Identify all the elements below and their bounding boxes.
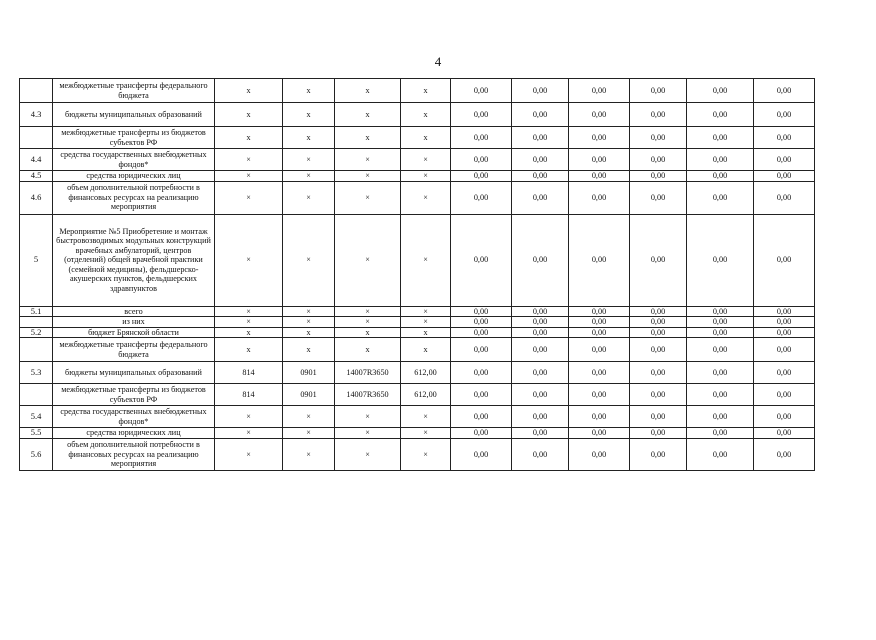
code-cell: × bbox=[401, 171, 451, 182]
amount-cell: 0,00 bbox=[569, 384, 630, 406]
row-name-cell: межбюджетные трансферты федерального бюджета bbox=[53, 79, 215, 103]
code-cell: × bbox=[401, 149, 451, 171]
row-number-cell: 5.5 bbox=[20, 428, 53, 439]
row-number-cell: 4.3 bbox=[20, 103, 53, 127]
table-row bbox=[20, 338, 815, 362]
amount-cell: 0,00 bbox=[630, 384, 687, 406]
amount-cell: 0,00 bbox=[451, 171, 512, 182]
row-number-cell: 5.2 bbox=[20, 327, 53, 338]
code-cell: x bbox=[401, 127, 451, 149]
code-cell: × bbox=[283, 171, 335, 182]
row-name-cell: всего bbox=[53, 306, 215, 317]
amount-cell: 0,00 bbox=[630, 428, 687, 439]
row-number-cell: 5.3 bbox=[20, 362, 53, 384]
amount-cell: 0,00 bbox=[630, 103, 687, 127]
table-row bbox=[20, 384, 815, 406]
amount-cell: 0,00 bbox=[512, 362, 569, 384]
code-cell: x bbox=[283, 327, 335, 338]
amount-cell: 0,00 bbox=[754, 338, 815, 362]
amount-cell: 0,00 bbox=[630, 327, 687, 338]
amount-cell: 0,00 bbox=[451, 406, 512, 428]
code-cell: x bbox=[335, 127, 401, 149]
amount-cell: 0,00 bbox=[630, 306, 687, 317]
amount-cell: 0,00 bbox=[512, 327, 569, 338]
code-cell: x bbox=[335, 338, 401, 362]
amount-cell: 0,00 bbox=[754, 103, 815, 127]
table-row bbox=[20, 428, 815, 439]
table-row bbox=[20, 327, 815, 338]
table-row bbox=[20, 317, 815, 328]
code-cell: 14007R3650 bbox=[335, 362, 401, 384]
code-cell: 14007R3650 bbox=[335, 384, 401, 406]
amount-cell: 0,00 bbox=[512, 338, 569, 362]
table-row bbox=[20, 127, 815, 149]
code-cell: × bbox=[335, 306, 401, 317]
code-cell: × bbox=[215, 306, 283, 317]
code-cell: × bbox=[401, 438, 451, 470]
amount-cell: 0,00 bbox=[687, 306, 754, 317]
amount-cell: 0,00 bbox=[630, 171, 687, 182]
code-cell: × bbox=[401, 406, 451, 428]
amount-cell: 0,00 bbox=[451, 79, 512, 103]
code-cell: × bbox=[283, 306, 335, 317]
code-cell: 0901 bbox=[283, 384, 335, 406]
code-cell: x bbox=[401, 338, 451, 362]
row-number-cell bbox=[20, 79, 53, 103]
amount-cell: 0,00 bbox=[512, 181, 569, 214]
row-number-cell bbox=[20, 338, 53, 362]
page-number: 4 bbox=[434, 54, 442, 69]
table-row bbox=[20, 438, 815, 470]
amount-cell: 0,00 bbox=[630, 362, 687, 384]
row-number-cell: 4.4 bbox=[20, 149, 53, 171]
code-cell: x bbox=[335, 327, 401, 338]
row-name-cell: средства юридических лиц bbox=[53, 428, 215, 439]
amount-cell: 0,00 bbox=[569, 181, 630, 214]
amount-cell: 0,00 bbox=[754, 214, 815, 306]
amount-cell: 0,00 bbox=[451, 362, 512, 384]
amount-cell: 0,00 bbox=[687, 171, 754, 182]
code-cell: x bbox=[401, 327, 451, 338]
row-number-cell: 4.6 bbox=[20, 181, 53, 214]
code-cell: x bbox=[215, 327, 283, 338]
amount-cell: 0,00 bbox=[451, 384, 512, 406]
table-row bbox=[20, 103, 815, 127]
code-cell: 814 bbox=[215, 384, 283, 406]
amount-cell: 0,00 bbox=[451, 438, 512, 470]
amount-cell: 0,00 bbox=[754, 317, 815, 328]
code-cell: × bbox=[215, 171, 283, 182]
amount-cell: 0,00 bbox=[754, 428, 815, 439]
amount-cell: 0,00 bbox=[687, 362, 754, 384]
table-row bbox=[20, 362, 815, 384]
amount-cell: 0,00 bbox=[754, 171, 815, 182]
amount-cell: 0,00 bbox=[687, 79, 754, 103]
code-cell: x bbox=[215, 338, 283, 362]
amount-cell: 0,00 bbox=[451, 338, 512, 362]
amount-cell: 0,00 bbox=[630, 438, 687, 470]
amount-cell: 0,00 bbox=[687, 149, 754, 171]
amount-cell: 0,00 bbox=[569, 317, 630, 328]
amount-cell: 0,00 bbox=[687, 384, 754, 406]
code-cell: × bbox=[283, 438, 335, 470]
table-row bbox=[20, 214, 815, 306]
code-cell: 612,00 bbox=[401, 362, 451, 384]
row-number-cell: 5 bbox=[20, 214, 53, 306]
code-cell: × bbox=[283, 317, 335, 328]
amount-cell: 0,00 bbox=[569, 103, 630, 127]
amount-cell: 0,00 bbox=[569, 362, 630, 384]
amount-cell: 0,00 bbox=[512, 406, 569, 428]
amount-cell: 0,00 bbox=[754, 327, 815, 338]
amount-cell: 0,00 bbox=[569, 214, 630, 306]
code-cell: x bbox=[215, 127, 283, 149]
code-cell: x bbox=[401, 79, 451, 103]
code-cell: x bbox=[283, 103, 335, 127]
amount-cell: 0,00 bbox=[569, 438, 630, 470]
amount-cell: 0,00 bbox=[687, 317, 754, 328]
amount-cell: 0,00 bbox=[512, 306, 569, 317]
row-name-cell: бюджеты муниципальных образований bbox=[53, 103, 215, 127]
code-cell: 814 bbox=[215, 362, 283, 384]
code-cell: × bbox=[335, 214, 401, 306]
amount-cell: 0,00 bbox=[569, 338, 630, 362]
amount-cell: 0,00 bbox=[754, 362, 815, 384]
amount-cell: 0,00 bbox=[451, 306, 512, 317]
amount-cell: 0,00 bbox=[512, 438, 569, 470]
code-cell: × bbox=[401, 214, 451, 306]
code-cell: × bbox=[215, 149, 283, 171]
row-name-cell: объем дополнительной потребности в финансовых ресурсах на реализацию мероприятия bbox=[53, 181, 215, 214]
code-cell: x bbox=[335, 79, 401, 103]
code-cell: × bbox=[401, 181, 451, 214]
amount-cell: 0,00 bbox=[754, 406, 815, 428]
amount-cell: 0,00 bbox=[569, 149, 630, 171]
amount-cell: 0,00 bbox=[451, 149, 512, 171]
amount-cell: 0,00 bbox=[754, 79, 815, 103]
row-name-cell: межбюджетные трансферты из бюджетов субъектов РФ bbox=[53, 384, 215, 406]
amount-cell: 0,00 bbox=[687, 181, 754, 214]
code-cell: × bbox=[335, 438, 401, 470]
amount-cell: 0,00 bbox=[630, 317, 687, 328]
amount-cell: 0,00 bbox=[569, 327, 630, 338]
code-cell: x bbox=[283, 79, 335, 103]
code-cell: × bbox=[215, 428, 283, 439]
code-cell: × bbox=[335, 171, 401, 182]
amount-cell: 0,00 bbox=[569, 428, 630, 439]
budget-table bbox=[19, 78, 815, 471]
amount-cell: 0,00 bbox=[754, 149, 815, 171]
amount-cell: 0,00 bbox=[512, 127, 569, 149]
code-cell: × bbox=[401, 428, 451, 439]
amount-cell: 0,00 bbox=[687, 127, 754, 149]
amount-cell: 0,00 bbox=[451, 103, 512, 127]
code-cell: × bbox=[283, 149, 335, 171]
amount-cell: 0,00 bbox=[754, 438, 815, 470]
amount-cell: 0,00 bbox=[451, 181, 512, 214]
code-cell: × bbox=[401, 306, 451, 317]
row-name-cell: межбюджетные трансферты федерального бюджета bbox=[53, 338, 215, 362]
amount-cell: 0,00 bbox=[451, 214, 512, 306]
code-cell: × bbox=[283, 214, 335, 306]
row-name-cell: средства государственных внебюджетных фондов* bbox=[53, 406, 215, 428]
row-number-cell: 5.1 bbox=[20, 306, 53, 317]
code-cell: 0901 bbox=[283, 362, 335, 384]
row-name-cell: межбюджетные трансферты из бюджетов субъектов РФ bbox=[53, 127, 215, 149]
amount-cell: 0,00 bbox=[512, 171, 569, 182]
code-cell: 612,00 bbox=[401, 384, 451, 406]
amount-cell: 0,00 bbox=[512, 149, 569, 171]
code-cell: x bbox=[401, 103, 451, 127]
code-cell: x bbox=[283, 127, 335, 149]
code-cell: × bbox=[215, 214, 283, 306]
code-cell: × bbox=[401, 317, 451, 328]
code-cell: × bbox=[335, 181, 401, 214]
amount-cell: 0,00 bbox=[630, 149, 687, 171]
amount-cell: 0,00 bbox=[512, 384, 569, 406]
amount-cell: 0,00 bbox=[754, 384, 815, 406]
amount-cell: 0,00 bbox=[630, 338, 687, 362]
code-cell: × bbox=[215, 438, 283, 470]
row-number-cell bbox=[20, 127, 53, 149]
row-name-cell: Мероприятие №5 Приобретение и монтаж быстровозводимых модульных конструкций врачебных амбулаторий, центров (отделений) общей врачебной практики (семейной медицины), фельдшерско-акушерских пунктов, фельдшерских здравпунктов bbox=[53, 214, 215, 306]
row-number-cell bbox=[20, 384, 53, 406]
row-number-cell: 5.6 bbox=[20, 438, 53, 470]
amount-cell: 0,00 bbox=[687, 214, 754, 306]
row-name-cell: средства юридических лиц bbox=[53, 171, 215, 182]
row-name-cell: средства государственных внебюджетных фондов* bbox=[53, 149, 215, 171]
amount-cell: 0,00 bbox=[630, 127, 687, 149]
amount-cell: 0,00 bbox=[569, 127, 630, 149]
code-cell: × bbox=[283, 181, 335, 214]
amount-cell: 0,00 bbox=[451, 317, 512, 328]
amount-cell: 0,00 bbox=[687, 338, 754, 362]
amount-cell: 0,00 bbox=[687, 406, 754, 428]
code-cell: × bbox=[215, 406, 283, 428]
amount-cell: 0,00 bbox=[754, 306, 815, 317]
amount-cell: 0,00 bbox=[512, 103, 569, 127]
code-cell: × bbox=[335, 317, 401, 328]
amount-cell: 0,00 bbox=[569, 79, 630, 103]
amount-cell: 0,00 bbox=[569, 306, 630, 317]
table-row bbox=[20, 406, 815, 428]
table-row bbox=[20, 181, 815, 214]
amount-cell: 0,00 bbox=[630, 79, 687, 103]
amount-cell: 0,00 bbox=[512, 79, 569, 103]
row-number-cell: 5.4 bbox=[20, 406, 53, 428]
amount-cell: 0,00 bbox=[512, 317, 569, 328]
code-cell: x bbox=[335, 103, 401, 127]
code-cell: × bbox=[215, 181, 283, 214]
amount-cell: 0,00 bbox=[451, 428, 512, 439]
amount-cell: 0,00 bbox=[569, 171, 630, 182]
table-row bbox=[20, 149, 815, 171]
row-name-cell: из них bbox=[53, 317, 215, 328]
amount-cell: 0,00 bbox=[630, 406, 687, 428]
amount-cell: 0,00 bbox=[687, 327, 754, 338]
code-cell: × bbox=[335, 406, 401, 428]
amount-cell: 0,00 bbox=[512, 214, 569, 306]
amount-cell: 0,00 bbox=[754, 127, 815, 149]
amount-cell: 0,00 bbox=[630, 181, 687, 214]
row-name-cell: объем дополнительной потребности в финансовых ресурсах на реализацию мероприятия bbox=[53, 438, 215, 470]
row-name-cell: бюджеты муниципальных образований bbox=[53, 362, 215, 384]
amount-cell: 0,00 bbox=[451, 127, 512, 149]
code-cell: × bbox=[283, 428, 335, 439]
amount-cell: 0,00 bbox=[687, 103, 754, 127]
code-cell: x bbox=[215, 79, 283, 103]
row-name-cell: бюджет Брянской области bbox=[53, 327, 215, 338]
amount-cell: 0,00 bbox=[512, 428, 569, 439]
amount-cell: 0,00 bbox=[754, 181, 815, 214]
table-row bbox=[20, 79, 815, 103]
code-cell: x bbox=[283, 338, 335, 362]
amount-cell: 0,00 bbox=[687, 428, 754, 439]
code-cell: × bbox=[335, 428, 401, 439]
table-row bbox=[20, 171, 815, 182]
scan-edge bbox=[0, 630, 876, 640]
amount-cell: 0,00 bbox=[451, 327, 512, 338]
table-row bbox=[20, 306, 815, 317]
code-cell: × bbox=[335, 149, 401, 171]
amount-cell: 0,00 bbox=[569, 406, 630, 428]
code-cell: x bbox=[215, 103, 283, 127]
amount-cell: 0,00 bbox=[630, 214, 687, 306]
amount-cell: 0,00 bbox=[687, 438, 754, 470]
row-number-cell: 4.5 bbox=[20, 171, 53, 182]
row-number-cell bbox=[20, 317, 53, 328]
code-cell: × bbox=[215, 317, 283, 328]
code-cell: × bbox=[283, 406, 335, 428]
